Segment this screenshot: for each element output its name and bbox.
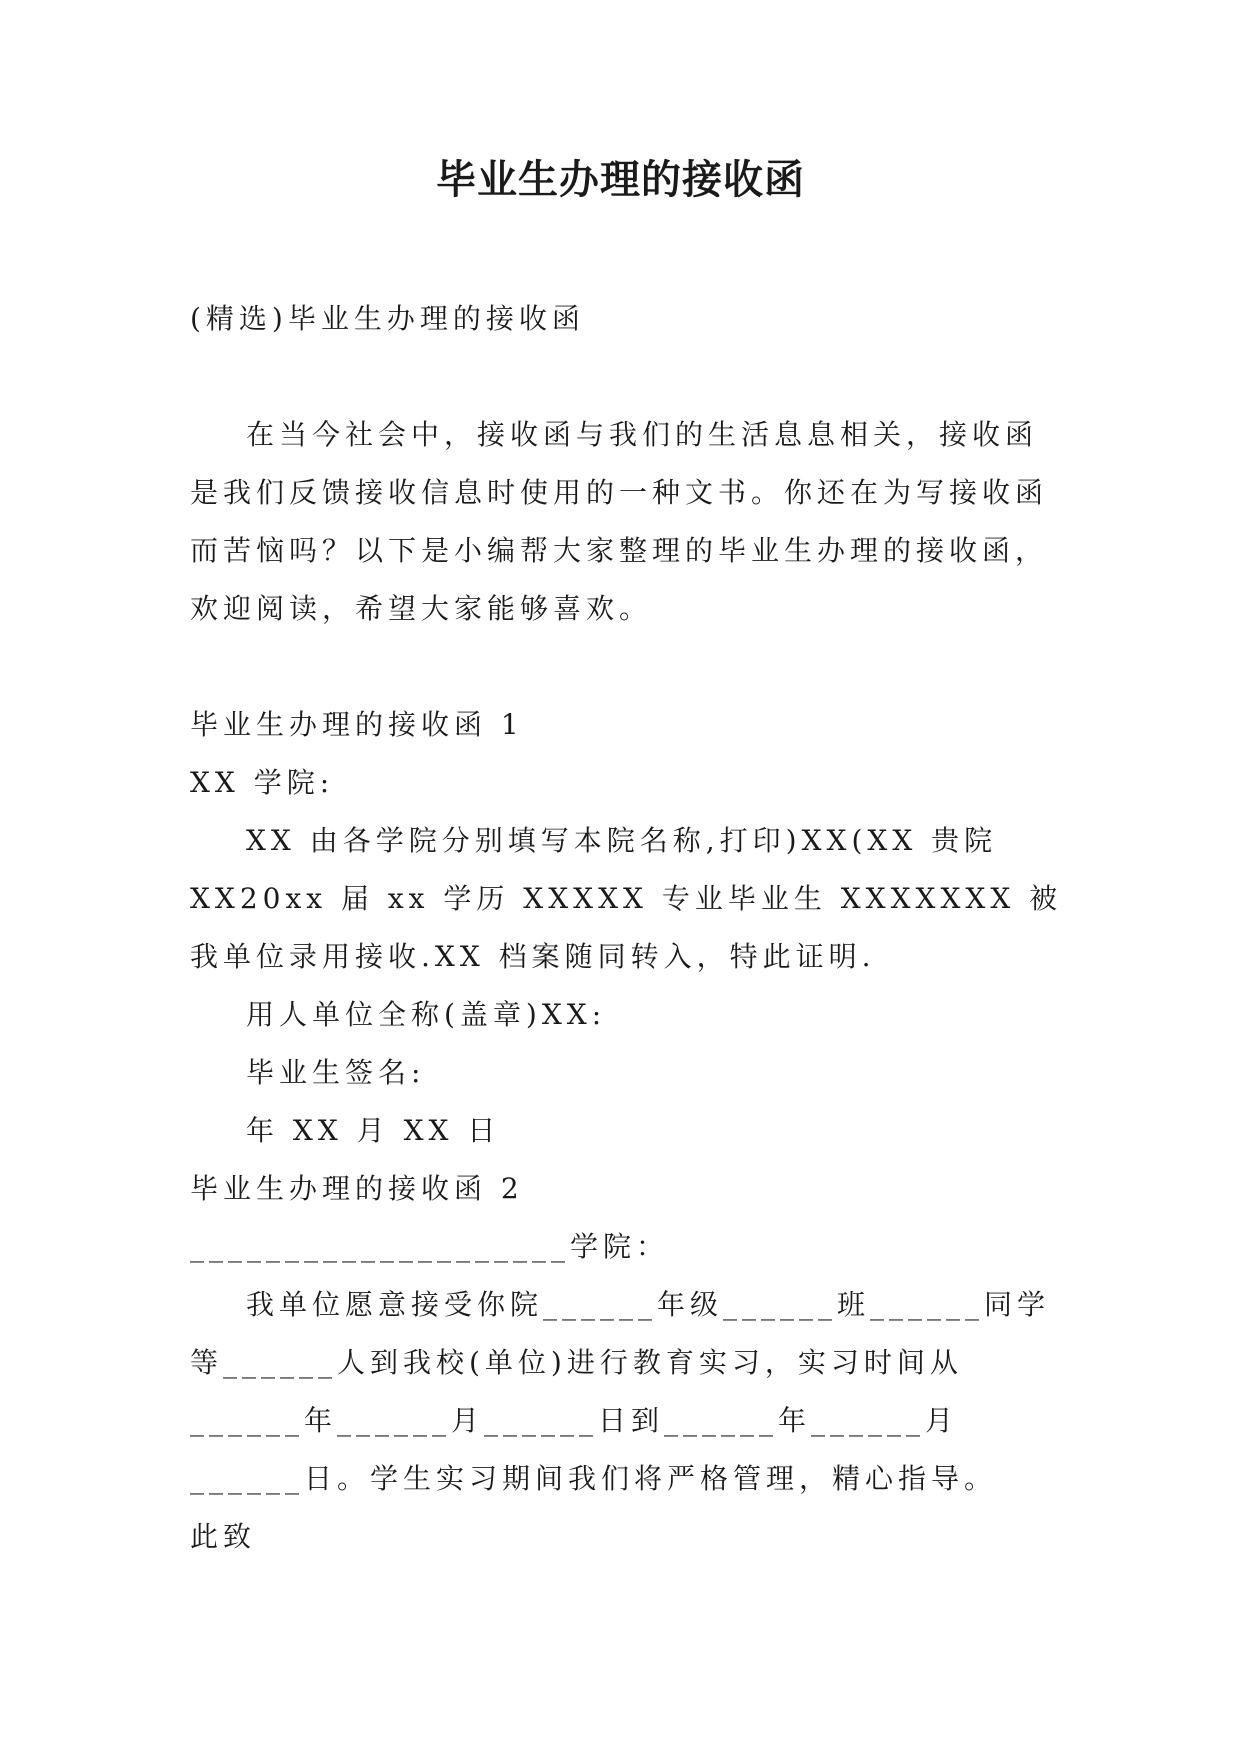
letter1-salutation: XX 学院: [190, 766, 335, 799]
letter2-heading: 毕业生办理的接收函 2 [190, 1172, 524, 1205]
letter1-employer: 用人单位全称(盖章)XX: [246, 998, 607, 1031]
letter2-body: 我单位愿意接受你院______年级______班______同学等______人到我校(单位)进行教育实习，实习时间从______年______月______日到______年______月______日。学生实习期间我们将严格管理，精心指导。 [190, 1288, 1051, 1495]
letter1-date: 年 XX 月 XX 日 [246, 1114, 501, 1147]
document-body [190, 290, 1070, 1566]
document-title: 毕业生办理的接收函 [436, 157, 805, 203]
letter2-salutation: ____________________学院： [190, 1230, 670, 1263]
letter1-student-sign: 毕业生签名: [246, 1056, 426, 1089]
letter1-body: XX 由各学院分别填写本院名称,打印)XX(XX 贵院 XX20xx 届 xx 学历 XXXXX 专业毕业生 XXXXXXX 被我单位录用接收.XX 档案随同转入，特此证明. [190, 824, 1063, 973]
letter1-heading: 毕业生办理的接收函 1 [190, 708, 524, 741]
letter2-closing: 此致 [190, 1520, 257, 1553]
document-subtitle: (精选)毕业生办理的接收函 [190, 302, 585, 335]
intro-paragraph: 在当今社会中，接收函与我们的生活息息相关，接收函是我们反馈接收信息时使用的一种文书。你还在为写接收函而苦恼吗？以下是小编帮大家整理的毕业生办理的接收函，欢迎阅读，希望大家能够喜欢。 [190, 418, 1049, 625]
